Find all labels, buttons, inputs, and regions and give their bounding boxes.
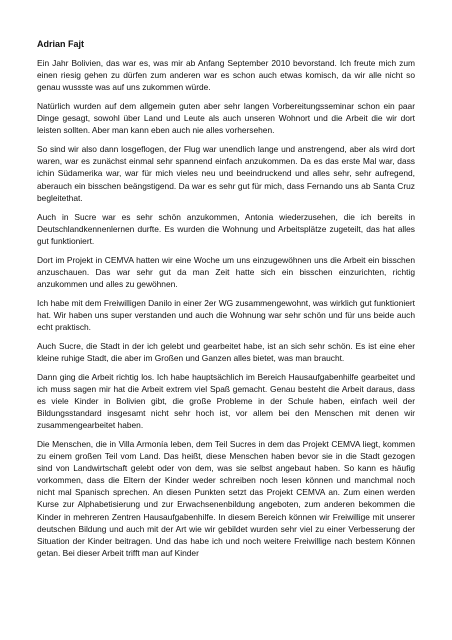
paragraph-9: Die Menschen, die in Villa Armonía leben, dem Teil Sucres in dem das Projekt CEMVA liegt, kommen zu einem großen Teil vom Land. Das heißt, diese Menschen haben bevor sie in die Stadt gezogen sind von Landwirtschaft gelebt oder von dem, was sie selbst angebaut haben. So kann es häufig vorkommen, dass die Eltern der Kinder weder schreiben noch lesen können und manchmal noch nicht mal Spanisch sprechen. An diesen Punkten setzt das Projekt CEMVA an. Zum einen werden Kurse zur Alphabetisierung und zur Erwachsenenbildung angeboten, zum anderen bekommen die Kinder in mehreren Zentren Hausaufgabenhilfe. In diesem Bereich können wir Freiwillige mit unserer deutschen Bildung und auch mit der Art wie wir gebildet wurden sehr viel zu einer Verbesserung der Situation der Kinder beitragen. Und das habe ich und noch weitere Freiwillige nach bestem Können getan. Bei dieser Arbeit trifft man auf Kinder xyxy=(37,439,415,558)
paragraph-5: Dort im Projekt in CEMVA hatten wir eine Woche um uns einzugewöhnen uns die Arbeit ein bisschen anzuschauen. Das war sehr gut da man Zeit hatte sich ein bisschen einzurichten, richtig anzukommen und alles zu gewöhnen. xyxy=(37,254,415,289)
paragraph-8: Dann ging die Arbeit richtig los. Ich habe hauptsächlich im Bereich Hausaufgabenhilfe gearbeitet und ich muss sagen mir hat die Arbeit extrem viel Spaß gemacht. Genau besteht die Arbeit daraus, dass es viele Kinder in Bolivien gibt, die große Probleme in der Schule haben, einfach weil der Bildungsstandard insgesamt nicht sehr hoch ist, vor allem bei den Menschen mit denen wir zusammengearbeitet haben. xyxy=(37,371,415,431)
paragraph-1: Ein Jahr Bolivien, das war es, was mir ab Anfang September 2010 bevorstand. Ich freute mich zum einen riesig gehen zu dürfen zum anderen war es schon auch etwas komisch, da wir alle nicht so genau wussste was auf uns zukommen würde. xyxy=(37,58,415,93)
paragraph-2: Natürlich wurden auf dem allgemein guten aber sehr langen Vorbereitungsseminar schon ein paar Dinge gesagt, sowohl über Land und Leute als auch unseren Wohnort und die Arbeit die wir dort leisten sollten. Aber man kann eben auch nie alles vorhersehen. xyxy=(37,101,415,136)
paragraph-4: Auch in Sucre war es sehr schön anzukommen, Antonia wiederzusehen, die ich bereits in Deutschlandkennenlernen durfte. Es wurden die Wohnung und Arbeitsplätze zugeteilt, das hat alles gut funktioniert. xyxy=(37,211,415,246)
paragraph-6: Ich habe mit dem Freiwilligen Danilo in einer 2er WG zusammengewohnt, was wirklich gut funktioniert hat. Wir haben uns super verstanden und auch die Wohnung war sehr schön und für uns beide auch echt praktisch. xyxy=(37,297,415,332)
document-page xyxy=(37,38,415,566)
paragraph-3: So sind wir also dann losgeflogen, der Flug war unendlich lange und anstrengend, aber als wird dort waren, war es zunächst einmal sehr spannend einfach anzukommen. Da es das erste Mal war, dass ichin Südamerika war, war für mich vieles neu und beeindruckend und alles sehr, sehr aufregend, aberauch ein bisschen beängstigend. Da war es sehr gut für mich, dass Fernando uns ab Santa Cruz begleitethat. xyxy=(37,144,415,203)
paragraph-7: Auch Sucre, die Stadt in der ich gelebt und gearbeitet habe, ist an sich sehr schön. Es ist eine eher kleine ruhige Stadt, die aber im Großen und Ganzen alles bietet, was man braucht. xyxy=(37,340,415,363)
author-heading: Adrian Fajt xyxy=(37,39,85,49)
